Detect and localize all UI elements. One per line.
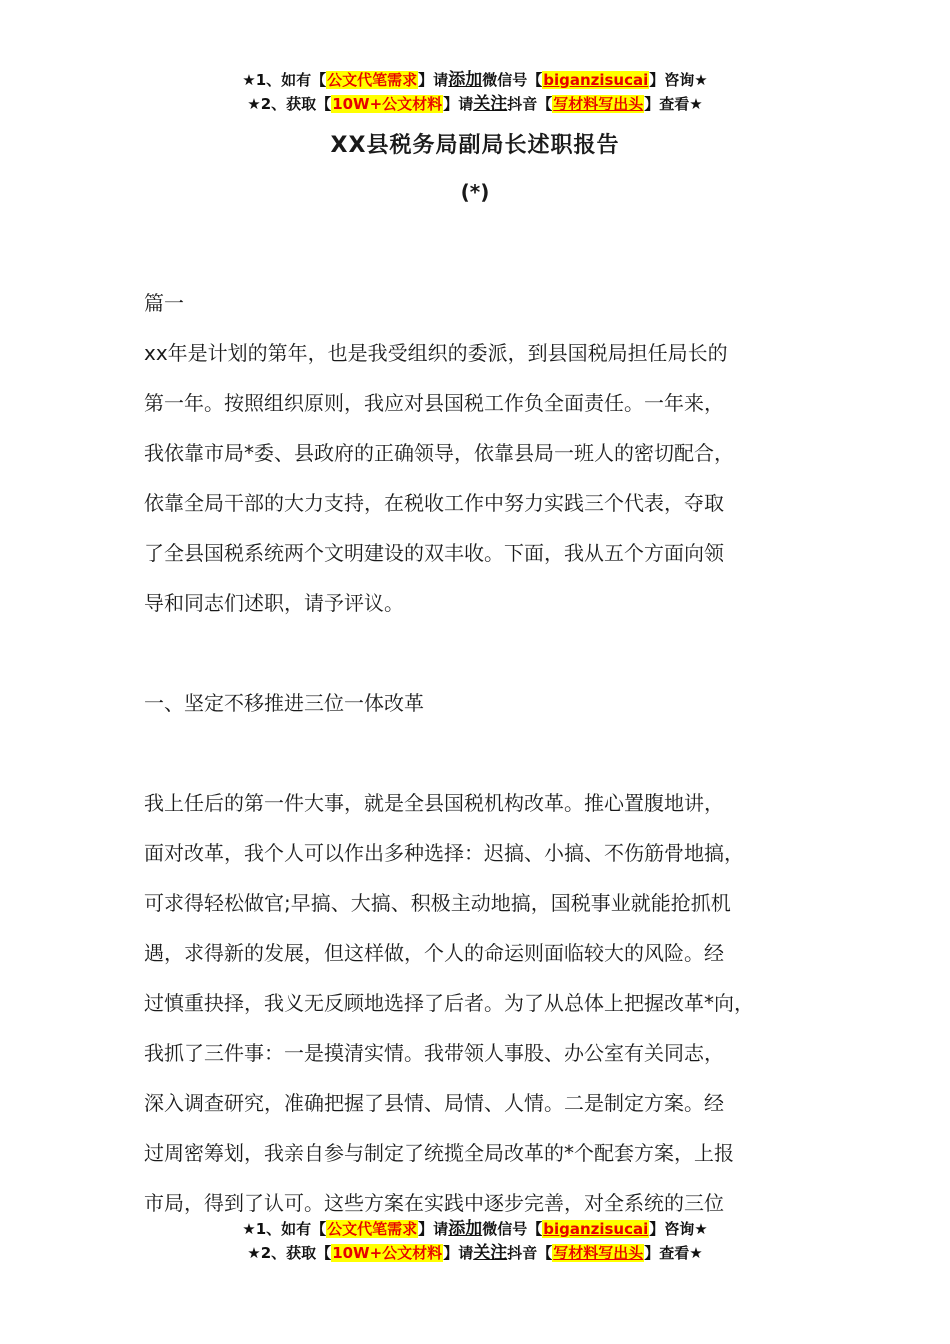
promo-text: 】咨询★ xyxy=(649,71,708,89)
promo-text: 】咨询★ xyxy=(649,1220,708,1238)
promo-text: 】查看★ xyxy=(644,1244,703,1262)
promo-banner-top xyxy=(0,68,950,116)
section-label: 篇一 xyxy=(144,291,184,315)
promo-text: ★2、获取【 xyxy=(247,1244,332,1262)
promo-text: 微信号【 xyxy=(482,71,543,89)
document-title: XX县税务局副局长述职报告 xyxy=(330,133,620,158)
promo-emphasis: 关注 xyxy=(473,94,508,114)
promo-banner-bottom xyxy=(0,1217,950,1265)
promo-highlight: 公文代笔需求 xyxy=(327,71,418,89)
promo-emphasis: 添加 xyxy=(448,70,483,90)
douyin-highlight: 写材料写出头 xyxy=(553,1244,644,1262)
paragraph-line: 我依靠市局*委、县政府的正确领导，依靠县局一班人的密切配合， xyxy=(144,441,734,465)
promo-text: 微信号【 xyxy=(482,1220,543,1238)
promo-line-2 xyxy=(0,92,950,116)
promo-text: ★1、如有【 xyxy=(242,71,327,89)
section-heading: 一、坚定不移推进三位一体改革 xyxy=(144,691,424,715)
paragraph-line: 导和同志们述职，请予评议。 xyxy=(144,591,404,615)
paragraph-line: 我抓了三件事：一是摸清实情。我带领人事股、办公室有关同志， xyxy=(144,1041,724,1065)
spacer xyxy=(144,628,834,678)
promo-line-1 xyxy=(0,1217,950,1241)
paragraph-line: 我上任后的第一件大事，就是全县国税机构改革。推心置腹地讲， xyxy=(144,791,724,815)
promo-text: ★1、如有【 xyxy=(242,1220,327,1238)
promo-emphasis: 添加 xyxy=(448,1219,483,1239)
promo-text: 抖音【 xyxy=(507,1244,553,1262)
promo-emphasis: 关注 xyxy=(473,1243,508,1263)
promo-text: 抖音【 xyxy=(507,95,553,113)
paragraph-line: 面对改革，我个人可以作出多种选择：迟搞、小搞、不伤筋骨地搞， xyxy=(144,841,744,865)
promo-highlight: 公文代笔需求 xyxy=(327,1220,418,1238)
wechat-id-highlight: biganzisucai xyxy=(543,71,649,89)
promo-line-1 xyxy=(0,68,950,92)
promo-text: 】请 xyxy=(443,1244,474,1262)
spacer xyxy=(144,728,834,778)
promo-highlight: 10W+公文材料 xyxy=(332,95,443,113)
douyin-highlight: 写材料写出头 xyxy=(553,95,644,113)
paragraph-line: 深入调查研究，准确把握了县情、局情、人情。二是制定方案。经 xyxy=(144,1091,724,1115)
paragraph-line: 依靠全局干部的大力支持，在税收工作中努力实践三个代表，夺取 xyxy=(144,491,724,515)
promo-text: 】请 xyxy=(443,95,474,113)
paragraph-line: 了全县国税系统两个文明建设的双丰收。下面，我从五个方面向领 xyxy=(144,541,724,565)
promo-text: 】请 xyxy=(418,1220,449,1238)
paragraph-line: 市局，得到了认可。这些方案在实践中逐步完善，对全系统的三位 xyxy=(144,1191,724,1215)
paragraph-line: 过慎重抉择，我义无反顾地选择了后者。为了从总体上把握改革*向， xyxy=(144,991,754,1015)
document-subtitle: (*) xyxy=(460,180,490,204)
paragraph-line: 第一年。按照组织原则，我应对县国税工作负全面责任。一年来， xyxy=(144,391,724,415)
promo-line-2 xyxy=(0,1241,950,1265)
promo-text: 】请 xyxy=(418,71,449,89)
paragraph-line: 过周密筹划，我亲自参与制定了统揽全局改革的*个配套方案，上报 xyxy=(144,1141,734,1165)
paragraph-line: xx年是计划的第年，也是我受组织的委派，到县国税局担任局长的 xyxy=(144,341,728,365)
promo-highlight: 10W+公文材料 xyxy=(332,1244,443,1262)
wechat-id-highlight: biganzisucai xyxy=(543,1220,649,1238)
paragraph-line: 遇，求得新的发展，但这样做，个人的命运则面临较大的风险。经 xyxy=(144,941,724,965)
paragraph-line: 可求得轻松做官;早搞、大搞、积极主动地搞，国税事业就能抢抓机 xyxy=(144,891,731,915)
document-body xyxy=(144,278,834,1228)
promo-text: 】查看★ xyxy=(644,95,703,113)
promo-text: ★2、获取【 xyxy=(247,95,332,113)
